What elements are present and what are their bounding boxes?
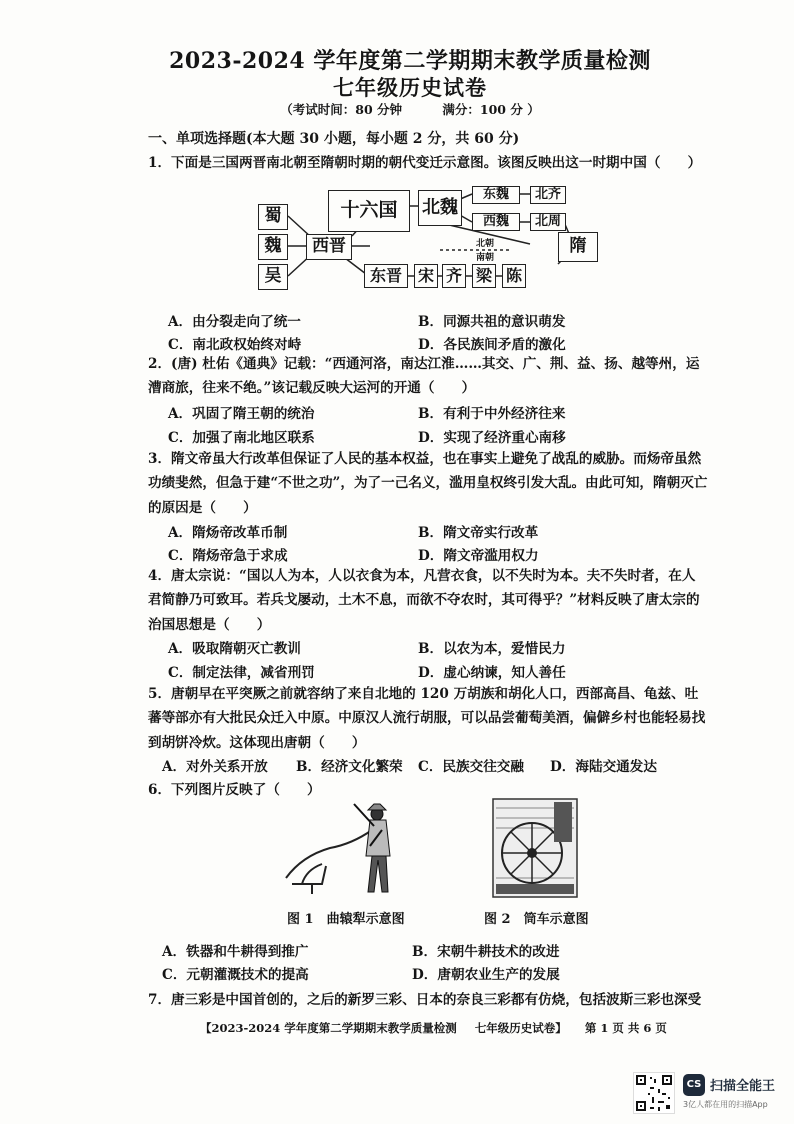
qr-code [633, 1072, 675, 1114]
q3-option-d: D．隋文帝滥用权力 [418, 548, 539, 564]
exam-title: 2023-2024 学年度第二学期期末教学质量检测 [169, 48, 651, 74]
question-4-stem: 4．唐太宗说：“国以人为本，人以衣食为本，凡营衣食，以不失时为本。夫不失时者，在人君简静乃可致耳。若兵戈屡动，土木不息，而欲不夺农时，其可得乎？”材料反映了唐太宗的治国思想是（ ） [148, 568, 700, 633]
question-2-stem: 2．(唐) 杜佑《通典》记载：“西通河洛，南达江淮……其交、广、荆、益、扬、越等州，运漕商旅，往来不绝。”该记载反映大运河的开通（ ） [148, 356, 700, 397]
q3-option-b: B．隋文帝实行改革 [418, 525, 539, 541]
footer-subject: 七年级历史试卷】 [474, 1021, 567, 1035]
q4-option-c: C．制定法律，减省刑罚 [168, 665, 315, 681]
scanner-app-name: 扫描全能王 [710, 1079, 776, 1094]
q5-option-a: A．对外关系开放 [162, 759, 268, 775]
q1-option-a: A．由分裂走向了统一 [168, 314, 301, 330]
q6-option-a: A．铁器和牛耕得到推广 [162, 944, 309, 960]
q4-option-d: D．虚心纳谏，知人善任 [418, 665, 566, 681]
box-shiliuguo: 十六国 [328, 190, 410, 232]
full-score: 满分：100 分 ） [442, 102, 540, 117]
q1-option-d: D．各民族间矛盾的激化 [418, 337, 566, 353]
q5-option-b: B．经济文化繁荣 [296, 759, 403, 775]
box-song: 宋 [414, 264, 438, 288]
scanner-logo-icon: CS [683, 1074, 705, 1096]
q5-option-d: D．海陆交通发达 [550, 759, 657, 775]
section-heading: 一、单项选择题(本大题 30 小题，每小题 2 分，共 60 分) [148, 131, 520, 147]
question-5-stem: 5．唐朝早在平突厥之前就容纳了来自北地的 120 万胡族和胡化人口，西部高昌、龟兹、吐蕃等部亦有大批民众迁入中原。中原汉人流行胡服，可以品尝葡萄美酒，偏僻乡村也能轻易找到胡饼冷炊。这体现出唐朝（ ） [148, 686, 706, 751]
box-beiqi: 北齐 [530, 186, 566, 204]
water-wheel-illustration [492, 798, 578, 898]
figure-1-caption: 图 1 曲辕犁示意图 [287, 912, 405, 927]
q3-option-a: A．隋炀帝改革币制 [168, 525, 288, 541]
box-sui: 隋 [558, 232, 598, 262]
box-dongjin: 东晋 [364, 264, 408, 288]
label-beichao: 北朝 [476, 239, 495, 249]
box-xiwei: 西魏 [472, 213, 520, 231]
exam-time: （考试时间：80 分钟 [280, 102, 403, 117]
q2-option-b: B．有利于中外经济往来 [418, 406, 566, 422]
box-beiwei: 北魏 [418, 190, 462, 226]
curved-plough-illustration [282, 800, 412, 900]
q2-option-d: D．实现了经济重心南移 [418, 430, 566, 446]
q6-option-d: D．唐朝农业生产的发展 [412, 967, 560, 983]
box-chen: 陈 [502, 264, 526, 288]
q6-option-c: C．元朝灌溉技术的提高 [162, 967, 309, 983]
exam-info [200, 100, 620, 118]
scanner-tagline: 3亿人都在用的扫描App [683, 1100, 768, 1109]
question-3-stem: 3．隋文帝虽大行改革但保证了人民的基本权益，也在事实上避免了战乱的威胁。而炀帝虽然功绩斐然，但急于建“不世之功”，为了一己名义，滥用皇权终引发大乱。由此可知，隋朝灭亡的原因是（ ） [148, 451, 708, 516]
q4-option-b: B．以农为本，爱惜民力 [418, 641, 566, 657]
q2-option-a: A．巩固了隋王朝的统治 [168, 406, 315, 422]
question-7-stem: 7．唐三彩是中国首创的，之后的新罗三彩、日本的奈良三彩都有仿烧，包括波斯三彩也深受 [148, 992, 702, 1008]
footer-exam: 【2023-2024 学年度第二学期期末教学质量检测 [200, 1021, 457, 1035]
question-1-stem: 1．下面是三国两晋南北朝至隋朝时期的朝代变迁示意图。该图反映出这一时期中国（ ） [148, 155, 702, 171]
q2-option-c: C．加强了南北地区联系 [168, 430, 315, 446]
box-dongwei: 东魏 [472, 186, 520, 204]
box-qi: 齐 [442, 264, 466, 288]
box-xijin: 西晋 [306, 234, 352, 260]
page-footer [200, 1020, 681, 1036]
box-liang: 梁 [472, 264, 496, 288]
box-shu: 蜀 [258, 204, 288, 230]
question-6-stem: 6．下列图片反映了（ ） [148, 782, 321, 798]
box-wei: 魏 [258, 234, 288, 260]
q4-option-a: A．吸取隋朝灭亡教训 [168, 641, 301, 657]
footer-page-number: 第 1 页 共 6 页 [584, 1021, 667, 1035]
q3-option-c: C．隋炀帝急于求成 [168, 548, 288, 564]
box-wu: 吴 [258, 264, 288, 290]
q1-option-b: B．同源共祖的意识萌发 [418, 314, 566, 330]
q5-option-c: C．民族交往交融 [418, 759, 524, 775]
dynasty-diagram [240, 186, 610, 298]
box-beizhou: 北周 [530, 213, 566, 231]
q1-option-c: C．南北政权始终对峙 [168, 337, 302, 353]
exam-subject-title: 七年级历史试卷 [333, 75, 487, 100]
figure-2-caption: 图 2 筒车示意图 [484, 912, 589, 927]
label-nanchao: 南朝 [476, 253, 495, 263]
q6-option-b: B．宋朝牛耕技术的改进 [412, 944, 560, 960]
